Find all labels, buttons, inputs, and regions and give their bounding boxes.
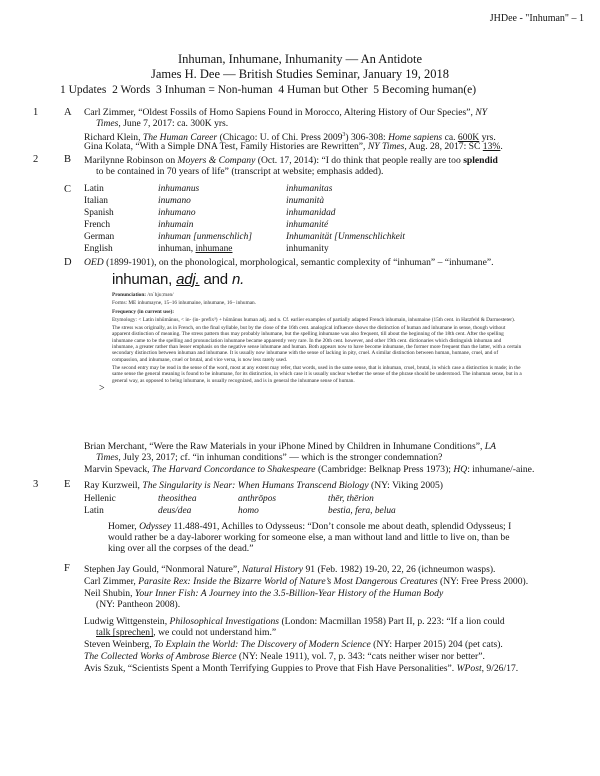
- table-row: Hellenic theosithea anthrōpos thēr, thērion: [84, 494, 374, 504]
- ref-robinson: Marilynne Robinson on Moyers & Company (Oct. 17, 2014): “I do think that people really are too splendid to be contained in 70 years of life” (transcript at website; emphasis added).: [84, 155, 498, 177]
- table-row: Latin deus/dea homo bestia, fera, belua: [84, 506, 396, 516]
- agenda-num: 5: [373, 84, 380, 96]
- ref-spevack: Marvin Spevack, The Harvard Concordance to Shakespeare (Cambridge: Belknap Press 1973); HQ: inhumane/-aine.: [84, 464, 535, 475]
- pointer-arrow-icon: >: [99, 383, 105, 394]
- agenda-label: Becoming human(e): [381, 84, 477, 96]
- ref-homer: Homer, Odyssey 11.488-491, Achilles to Odysseus: “Don’t console me about death, splendid Odysseus; I would rather be a day-laborer working for someone else, a man without land and little to live on, than be king over all the corpses of the dead.”: [108, 521, 512, 554]
- ref-gould: Stephen Jay Gould, “Nonmoral Nature”, Natural History 91 (Feb. 1982) 19-20, 22, 26 (ichneumon wasps).: [84, 564, 496, 575]
- table-row: Spanish inhumano inhumanidad: [84, 208, 336, 218]
- agenda-label: Updates: [68, 84, 107, 96]
- table-row: Italian inumano inumanità: [84, 196, 325, 206]
- page-subtitle: James H. Dee — British Studies Seminar, January 19, 2018: [150, 67, 450, 81]
- page-title: Inhuman, Inhumane, Inhumanity — An Antidote: [177, 52, 423, 66]
- ref-zimmer: Carl Zimmer, “Oldest Fossils of Homo Sapiens Found in Morocco, Altering History of Our Species”, NY Times, June 7, 2017: ca. 300K yrs.: [84, 107, 488, 129]
- page-header: JHDee - "Inhuman" – 1: [489, 13, 584, 24]
- agenda-num: 4: [278, 84, 285, 96]
- agenda-num: 3: [155, 84, 162, 96]
- item-letter: F: [64, 563, 70, 574]
- item-letter: B: [64, 154, 72, 165]
- ref-oed: OED (1899-1901), on the phonological, morphological, semantic complexity of “inhuman” – “inhumane”.: [84, 257, 494, 268]
- ref-bierce: The Collected Works of Ambrose Bierce (NY: Neale 1911), vol. 7, p. 343: “cats neither wiser nor better”.: [84, 651, 485, 662]
- agenda-label: Human but Other: [287, 84, 368, 96]
- ref-wittgenstein: Ludwig Wittgenstein, Philosophical Investigations (London: Macmillan 1958) Part II, p. 223: “If a lion could talk [sprechen], we could not understand him.”: [84, 616, 505, 638]
- agenda: [60, 84, 476, 96]
- item-letter: E: [64, 479, 71, 490]
- greek-latin-table: [84, 494, 396, 518]
- ref-kolata: Gina Kolata, “With a Simple DNA Test, Family Histories are Rewritten”, NY Times, Aug. 28, 2017: SC 13%.: [84, 141, 503, 152]
- agenda-label: Words: [120, 84, 151, 96]
- ref-klein: Richard Klein, The Human Career (Chicago: U. of Chi. Press 2009$^3$) 306-308: Home sapiens ca. 600K yrs.: [84, 132, 496, 144]
- table-row: German inhuman [unmenschlich] Inhumanität [Unmenschlichkeit: [84, 232, 405, 242]
- table-row: French inhumain inhumanité: [84, 220, 329, 230]
- agenda-num: 1: [60, 84, 66, 96]
- table-row: Latin inhumanus inhumanitas: [84, 184, 333, 194]
- table-row: English inhuman, inhumane inhumanity: [84, 244, 329, 254]
- language-table: [84, 184, 405, 256]
- ref-szuk: Avis Szuk, “Scientists Spent a Month Terrifying Guppies to Prove that Fish Have Personalities”. WPost, 9/26/17.: [84, 663, 519, 674]
- item-letter: A: [64, 107, 72, 118]
- section-number: 3: [33, 479, 39, 490]
- agenda-label: Inhuman = Non-human: [164, 84, 273, 96]
- ref-kurzweil: Ray Kurzweil, The Singularity is Near: When Humans Transcend Biology (NY: Viking 2005): [84, 480, 443, 491]
- ref-shubin: Neil Shubin, Your Inner Fish: A Journey into the 3.5-Billion-Year History of the Human Body (NY: Pantheon 2008).: [84, 588, 444, 610]
- dictionary-excerpt: inhuman, adj. and n. Pronunciation: /ɪnˈhjuːmən/ Forms: ME inhumayne, 15–16 inhumaine, inhumane, 16– inhuman. Frequency (in current use): Etymology: < Latin inhūmānus, < in- (in- prefix³) + hūmānus human adj. and n. Cf. earlier examples of partially adapted French inhumain, inhumaine (15th cent. in Hatzfeld & Darmesteter). The stress was originally, as in French, on the final syllable, but by the close of the 16th cent. analogical influence shows the distinction of human and inhumane in sense, though without apparent distinction of meaning. The stress pattern thus may probably inhumane, but the spelling inhumane was also frequent, till about the beginning of the 18th cent. After the spelling inhumane came to be the spelling and pronunciation inhumane became apparently very rare. In the 20th cent. however, and other 19th cent. dictionaries which distinguish inhuman and inhumane, a greater rather than lesser emphasis on the negative sense inhumane and human. Both appears now to have become inhumane, the former more frequent than the latter, with a certain secondary distinction between inhuman and inhumane. It is usually now inhumane with the sense of lacking in pity, cruel. A similar distinction between human, humane, cruel, and of compassion, and inhumane, cruel or brutal, and vice versa, is now less rarely used. The second entry may be read in the sense of the word, most at any extent may refer, that words, used in the same sense, that is inhuman, cruel, brutal, in which case a distinction is made; in the same sense the general meaning is found to be inhumane, for its distinction, in which case it is usually unclear whether the sense of the phrase should be understood. The inhuman sense, but in a general way, as opposed to being inhumane, is usually recognized, and is in general the inhumane sense of human.: [112, 271, 522, 384]
- ref-merchant: Brian Merchant, “Were the Raw Materials in your iPhone Mined by Children in Inhumane Conditions”, LA Times, July 23, 2017; cf. “in inhuman conditions” — which is the stronger condemnation?: [84, 441, 496, 463]
- section-number: 1: [33, 107, 39, 118]
- ref-zimmer-parasite: Carl Zimmer, Parasite Rex: Inside the Bizarre World of Nature’s Most Dangerous Creatures (NY: Free Press 2000).: [84, 576, 529, 587]
- item-letter: D: [64, 257, 72, 268]
- agenda-num: 2: [112, 84, 118, 96]
- dictionary-headword: inhuman, adj. and n.: [112, 271, 245, 288]
- item-letter: C: [64, 184, 72, 195]
- ref-weinberg: Steven Weinberg, To Explain the World: The Discovery of Modern Science (NY: Harper 2015) 204 (pet cats).: [84, 639, 503, 650]
- section-number: 2: [33, 154, 39, 165]
